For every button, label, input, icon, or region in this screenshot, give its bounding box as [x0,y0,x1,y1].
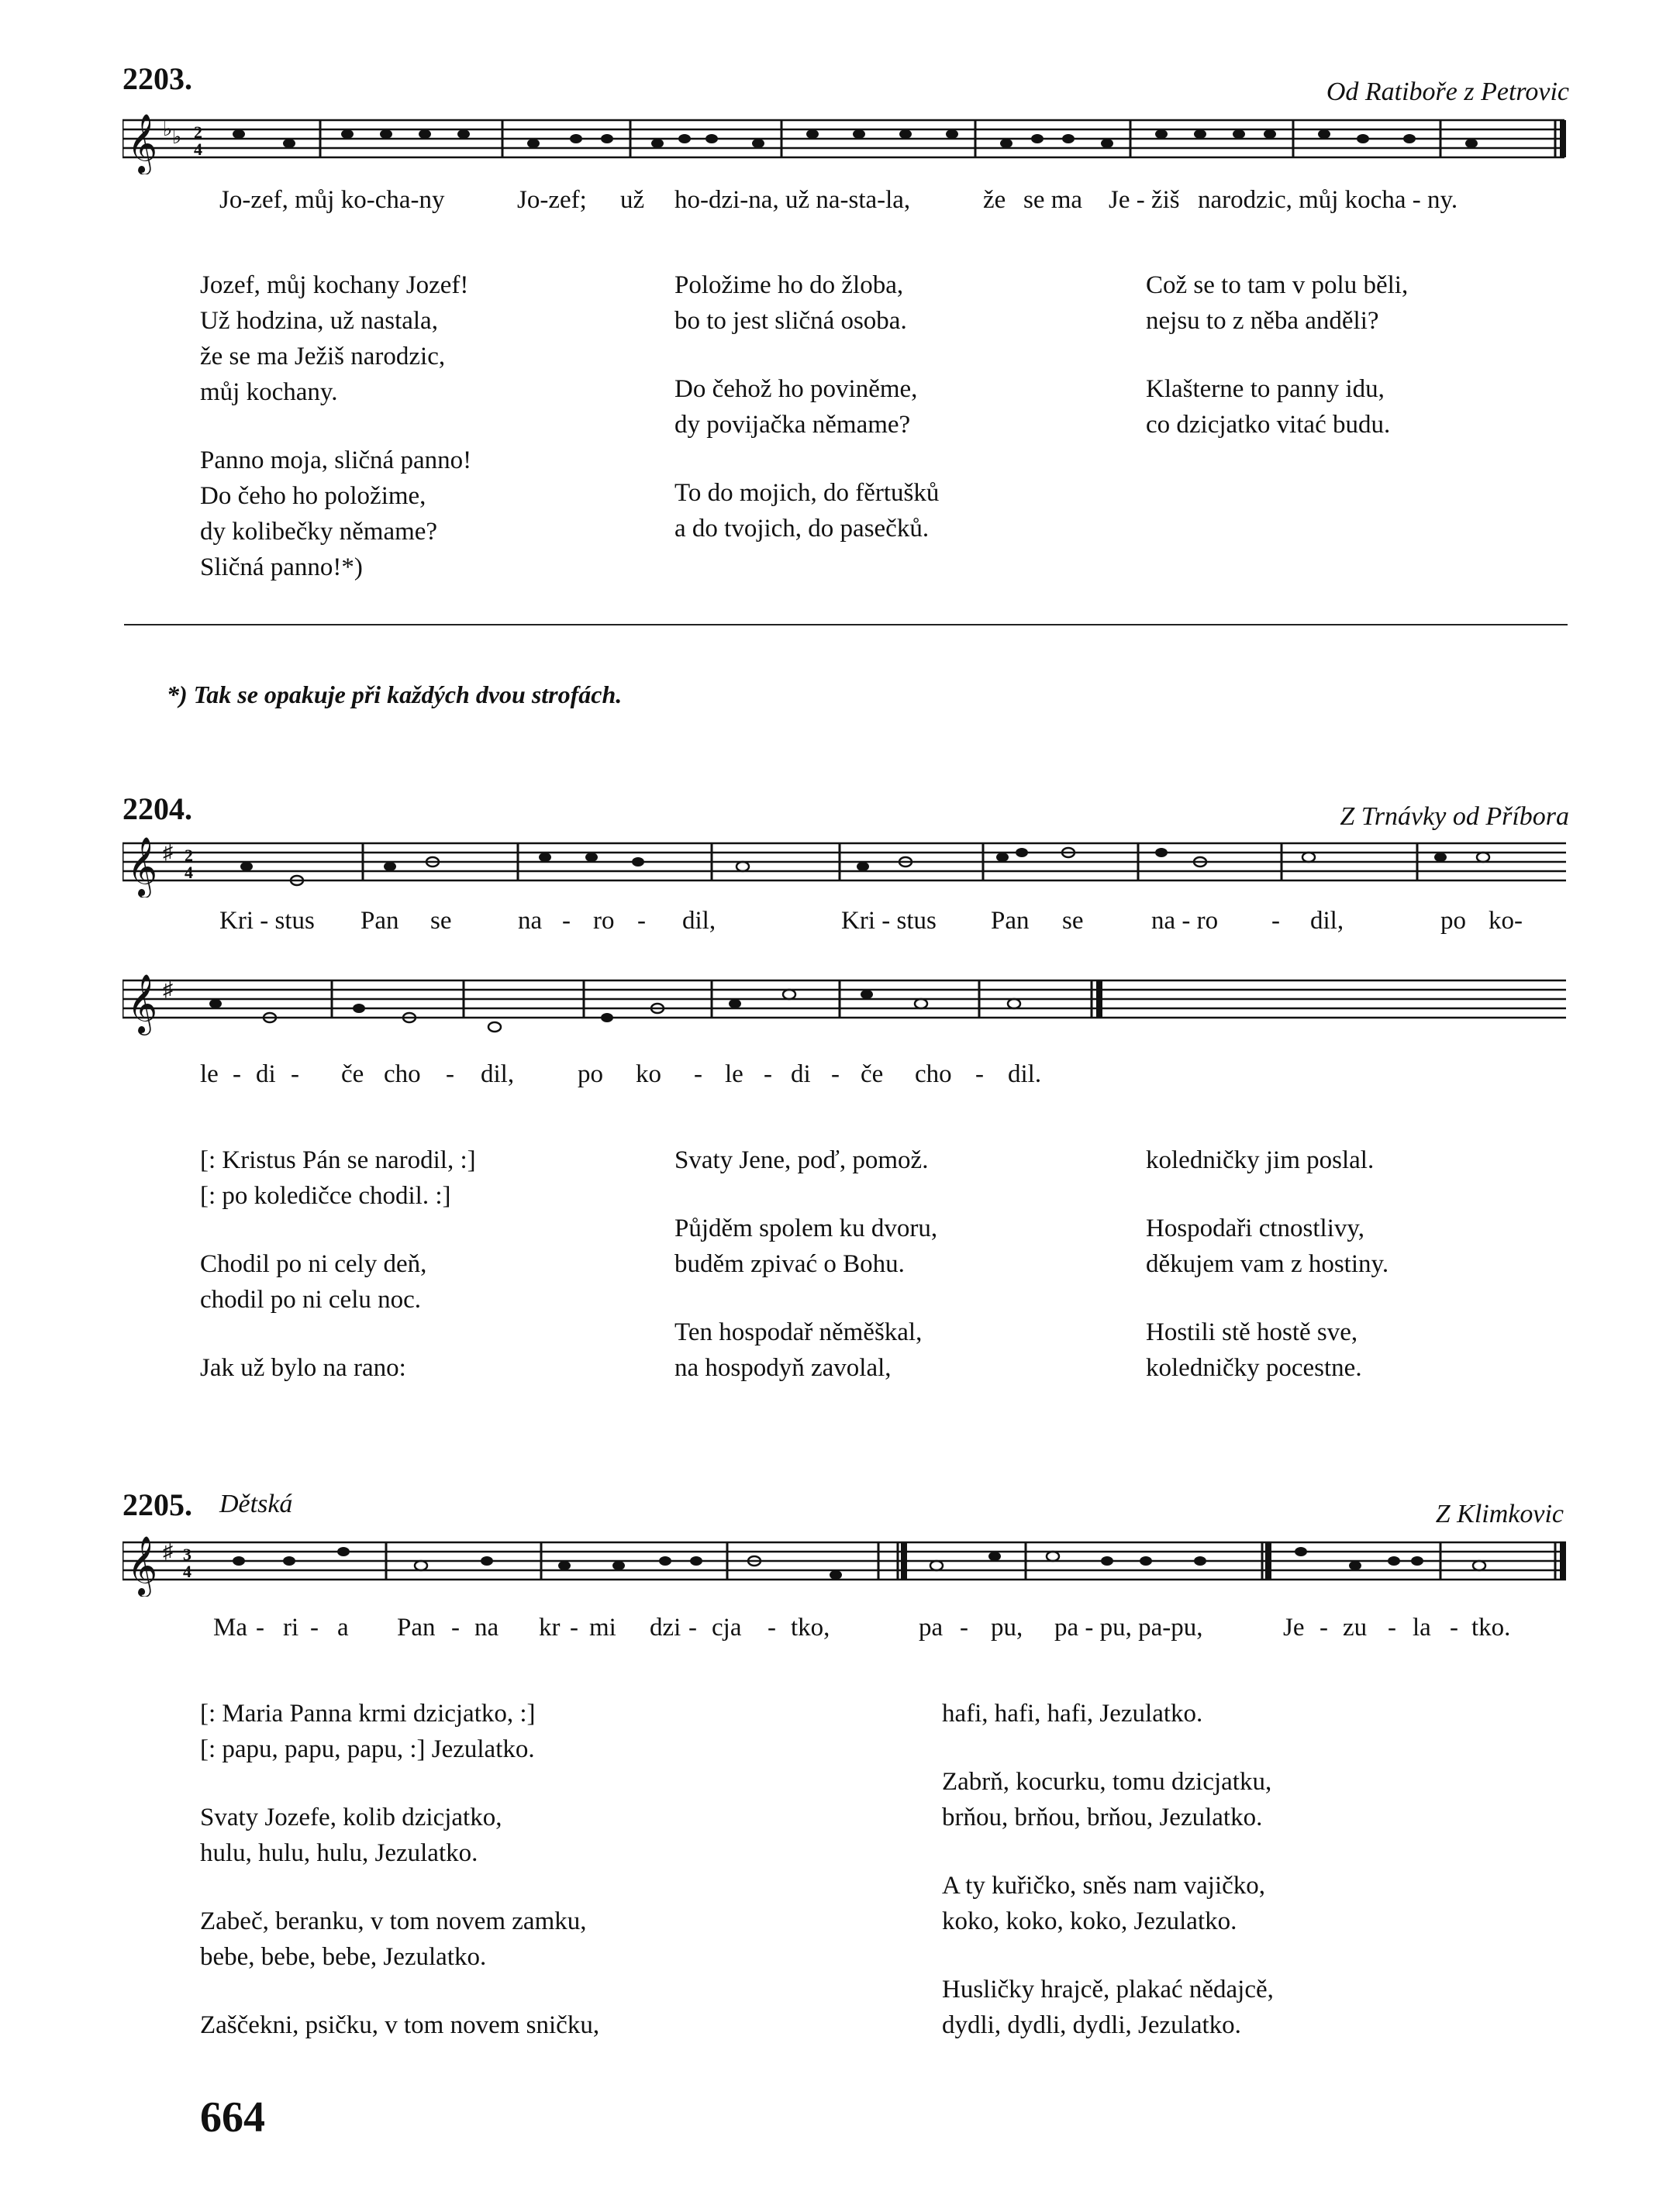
lyric-syllable: dzi [650,1614,681,1642]
svg-text:𝄞: 𝄞 [127,115,158,172]
svg-text:4: 4 [183,1562,191,1581]
stanza-line: že se ma Ježiš narodzic, [200,343,446,370]
lyric-syllable: dil. [1008,1060,1042,1088]
stanza-line: Panno moja, sličná panno! [200,446,472,474]
lyric-syllable: dil, [481,1060,515,1088]
stanza-line: bebe, bebe, bebe, Jezulatko. [200,1943,487,1971]
svg-text:3: 3 [183,1545,191,1564]
song-number: 2205. [122,1487,192,1522]
lyric-syllable: tko. [1471,1614,1511,1642]
music-staff [122,973,1572,1039]
stanza-line: brňou, brňou, brňou, Jezulatko. [942,1804,1263,1831]
lyric-syllable: kr [539,1614,561,1642]
stanza-line: hafi, hafi, hafi, Jezulatko. [942,1700,1203,1728]
svg-text:♭: ♭ [172,126,182,148]
stanza-line: Zaščekni, psičku, v tom novem sničku, [200,2011,600,2039]
stanza-line: Svaty Jene, poď, pomož. [674,1146,929,1174]
lyric-syllable: cja [712,1614,742,1642]
stanza-column [942,1696,1274,2043]
lyric-syllable: - [1450,1614,1458,1642]
lyric-syllable: narodzic, můj kocha - ny. [1198,186,1458,214]
svg-text:♯: ♯ [163,841,173,863]
footnote: *) Tak se opakuje při každých dvou strofách. [167,680,623,708]
lyric-syllable: Kri - stus [219,907,315,935]
lyric-syllable: po [1440,907,1466,935]
music-staff [122,112,1572,174]
lyric-syllable: - [446,1060,454,1088]
footnote-rule [124,624,1568,625]
lyric-syllable: - [764,1060,772,1088]
lyric-syllable: a [337,1614,349,1642]
lyrics-line [0,907,1680,938]
stanza-line: [: po koledičce chodil. :] [200,1182,451,1210]
stanza-line: Hospodaři ctnostlivy, [1146,1215,1364,1242]
lyric-syllable: - [960,1614,968,1642]
music-staff [122,1535,1572,1597]
stanza-line: dy kolibečky němame? [200,518,438,546]
stanza-line: Do čeho ho položime, [200,482,426,510]
stanza-line: bo to jest sličná osoba. [674,307,907,335]
stanza-line: Sličná panno!*) [200,553,363,581]
lyric-syllable: - [831,1060,840,1088]
stanza-line: hulu, hulu, hulu, Jezulatko. [200,1839,478,1867]
stanza-line: Jak už bylo na rano: [200,1354,406,1382]
stanza-line: Svaty Jozefe, kolib dzicjatko, [200,1804,502,1831]
stanza-line: na hospodyň zavolal, [674,1354,892,1382]
lyric-syllable: - [233,1060,241,1088]
lyric-syllable: di [256,1060,276,1088]
lyric-syllable: na [518,907,543,935]
lyric-syllable: - [694,1060,702,1088]
lyric-syllable: ri [283,1614,299,1642]
svg-text:2: 2 [185,846,193,865]
lyric-syllable: Je - žiš [1109,186,1180,214]
lyric-syllable: - [310,1614,319,1642]
stanza-line: koko, koko, koko, Jezulatko. [942,1907,1237,1935]
stanza-column [1146,1142,1389,1386]
stanza-line: co dzicjatko vitać budu. [1146,411,1391,439]
lyric-syllable: se [1062,907,1084,935]
lyric-syllable: če [861,1060,884,1088]
lyric-syllable: - [1271,907,1280,935]
stanza-line: a do tvojich, do pasečků. [674,515,930,543]
lyric-syllable: Ma [213,1614,247,1642]
lyric-syllable: - [768,1614,776,1642]
stanza-line: A ty kuřičko, sněs nam vajičko, [942,1872,1266,1900]
music-staff [122,836,1572,898]
lyric-syllable: le [200,1060,219,1088]
stanza-column [1146,267,1408,443]
song-number: 2204. [122,791,192,826]
stanza-line: Jozef, můj kochany Jozef! [200,271,469,299]
stanza-column [674,267,939,546]
svg-text:♯: ♯ [163,1540,173,1563]
lyric-syllable: ho-dzi-na, už na-sta-la, [674,186,911,214]
lyric-syllable: na - ro [1151,907,1219,935]
lyric-syllable: - [256,1614,264,1642]
lyric-syllable: dil, [682,907,716,935]
lyric-syllable: Pan [397,1614,436,1642]
stanza-line: To do mojich, do fěrtušků [674,479,940,507]
stanza-line: děkujem vam z hostiny. [1146,1250,1389,1278]
stanza-line: Zabrň, kocurku, tomu dzicjatku, [942,1768,1272,1796]
svg-text:𝄞: 𝄞 [127,976,158,1032]
stanza-column [200,1142,476,1386]
svg-text:♯: ♯ [163,978,173,1001]
stanza-line: koledničky jim poslal. [1146,1146,1375,1174]
svg-text:4: 4 [194,140,202,159]
lyric-syllable: cho [915,1060,952,1088]
lyric-syllable: ko- [1489,907,1523,935]
lyric-syllable: Pan [991,907,1030,935]
lyric-syllable: na [474,1614,499,1642]
stanza-line: buděm zpivać o Bohu. [674,1250,905,1278]
page-number: 664 [200,2093,265,2141]
song-source: Z Klimkovic [1435,1500,1564,1528]
lyric-syllable: - [975,1060,984,1088]
lyric-syllable: už [620,186,645,214]
stanza-line: Klašterne to panny idu, [1146,375,1385,403]
lyric-syllable: če [341,1060,364,1088]
lyric-syllable: tko, [791,1614,830,1642]
stanza-line: [: papu, papu, papu, :] Jezulatko. [200,1735,535,1763]
song-source: Od Ratiboře z Petrovic [1326,78,1569,106]
stanza-line: chodil po ni celu noc. [200,1286,422,1314]
lyrics-line [0,1060,1680,1091]
lyric-syllable: Pan [360,907,399,935]
stanza-line: Což se to tam v polu běli, [1146,271,1409,299]
lyric-syllable: po [578,1060,603,1088]
stanza-line: nejsu to z něba anděli? [1146,307,1379,335]
lyric-syllable: - [451,1614,460,1642]
stanza-line: můj kochany. [200,378,338,406]
svg-text:4: 4 [185,863,193,882]
lyric-syllable: - [291,1060,299,1088]
stanza-line: Ten hospodař něměškal, [674,1318,923,1346]
lyric-syllable: le [725,1060,743,1088]
lyric-syllable: pa - pu, pa-pu, [1054,1614,1203,1642]
song-source: Z Trnávky od Příbora [1340,802,1569,831]
lyric-syllable: - [637,907,646,935]
stanza-line: koledničky pocestne. [1146,1354,1362,1382]
lyric-syllable: pu, [991,1614,1023,1642]
lyrics-line [0,1614,1680,1645]
stanza-line: Půjděm spolem ku dvoru, [674,1215,938,1242]
song-subtitle: Dětská [219,1490,293,1518]
stanza-line: Hostili stě hostě sve, [1146,1318,1358,1346]
stanza-line: [: Maria Panna krmi dzicjatko, :] [200,1700,536,1728]
svg-text:𝄞: 𝄞 [127,1538,158,1594]
stanza-line: Zabeč, beranku, v tom novem zamku, [200,1907,587,1935]
lyric-syllable: zu [1343,1614,1368,1642]
song-number: 2203. [122,61,192,96]
svg-text:2: 2 [194,122,202,142]
stanza-line: Už hodzina, už nastala, [200,307,438,335]
lyric-syllable: pa [919,1614,943,1642]
lyric-syllable: se ma [1023,186,1083,214]
lyric-syllable: - [570,1614,578,1642]
lyric-syllable: - [562,907,571,935]
lyric-syllable: cho [384,1060,421,1088]
lyric-syllable: Je [1283,1614,1305,1642]
lyric-syllable: ko [636,1060,661,1088]
stanza-column [200,1696,599,2043]
lyric-syllable: di [791,1060,811,1088]
stanza-column [674,1142,937,1386]
lyrics-line [0,186,1680,217]
lyric-syllable: - [1388,1614,1396,1642]
stanza-column [200,267,471,585]
lyric-syllable: Jo-zef, můj ko-cha-ny [219,186,445,214]
svg-text:♭: ♭ [163,118,173,140]
stanza-line: dydli, dydli, dydli, Jezulatko. [942,2011,1241,2039]
stanza-line: Položime ho do žloba, [674,271,904,299]
lyric-syllable: Jo-zef; [517,186,587,214]
lyric-syllable: - [1320,1614,1328,1642]
stanza-line: [: Kristus Pán se narodil, :] [200,1146,476,1174]
stanza-line: Do čehož ho poviněme, [674,375,918,403]
lyric-syllable: la [1413,1614,1431,1642]
stanza-line: dy povijačka němame? [674,411,911,439]
lyric-syllable: že [983,186,1006,214]
lyric-syllable: - [688,1614,697,1642]
lyric-syllable: dil, [1310,907,1344,935]
lyric-syllable: mi [589,1614,616,1642]
lyric-syllable: se [430,907,452,935]
svg-text:𝄞: 𝄞 [127,839,158,895]
stanza-line: Chodil po ni cely deň, [200,1250,427,1278]
stanza-line: Husličky hrajcě, plakać nědajcě, [942,1976,1274,2004]
lyric-syllable: ro [593,907,615,935]
lyric-syllable: Kri - stus [841,907,937,935]
